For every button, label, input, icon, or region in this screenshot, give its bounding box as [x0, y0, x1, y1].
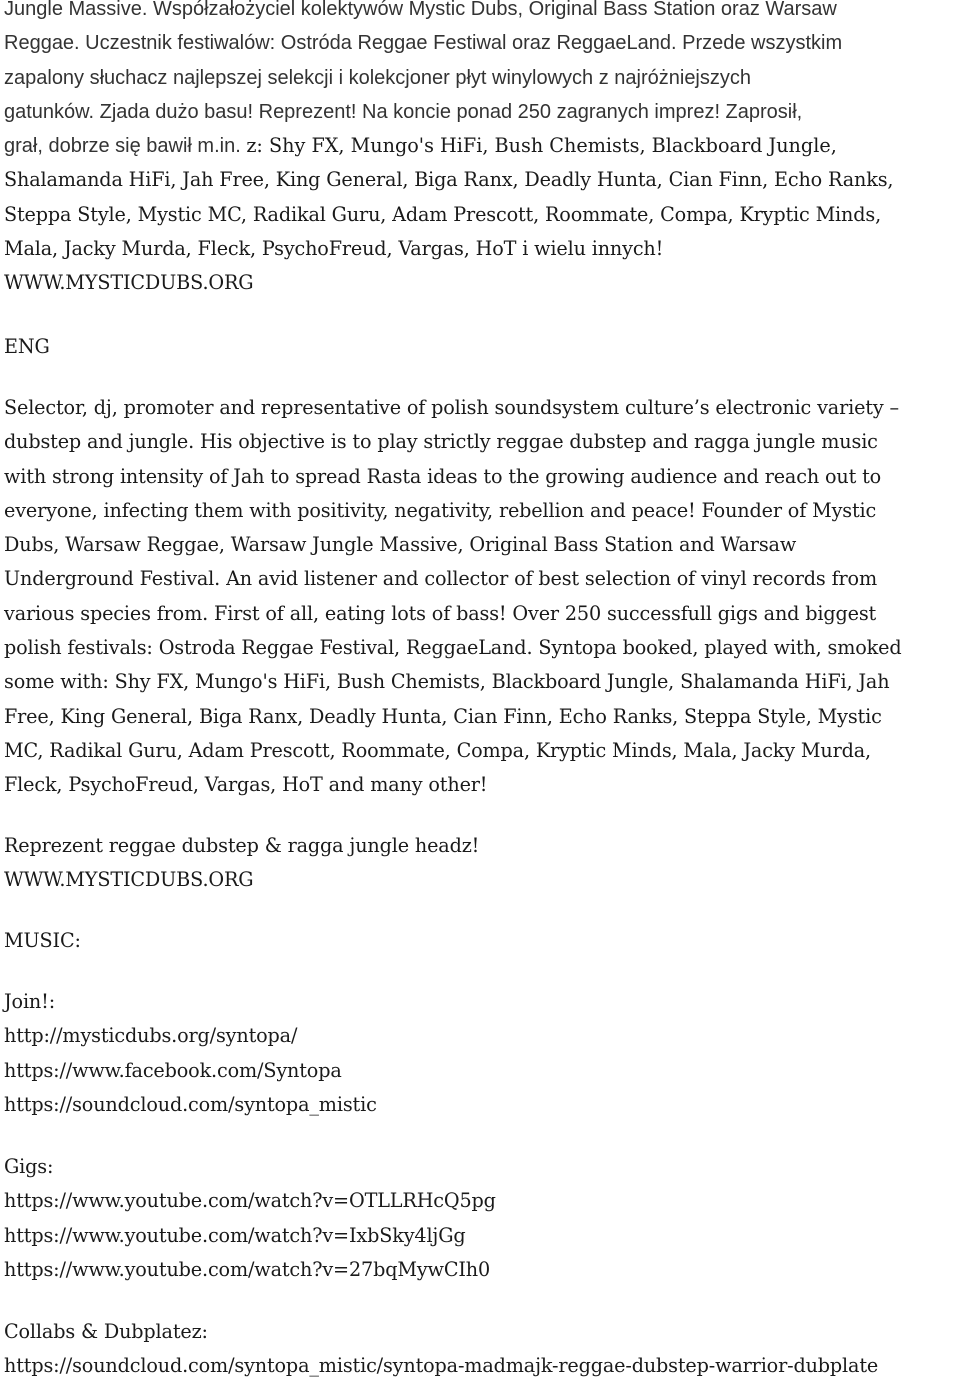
collabs-section [4, 1315, 878, 1384]
text-line: Underground Festival. An avid listener and collector of best selection of vinyl records from [4, 567, 877, 591]
text-line: dubstep and jungle. His objective is to play strictly reggae dubstep and ragga jungle music [4, 430, 878, 454]
text-line: Mala, Jacky Murda, Fleck, PsychoFreud, Vargas, HoT i wielu innych! [4, 237, 664, 261]
reprezent-section [4, 829, 479, 898]
text-line: various species from. First of all, eating lots of bass! Over 250 successfull gigs and biggest [4, 601, 877, 625]
text-line: zapalony słuchacz najlepszej selekcji i kolekcjoner płyt winylowych z najróżniejszych [4, 66, 752, 89]
text-line: some with: Shy FX, Mungo's HiFi, Bush Chemists, Blackboard Jungle, Shalamanda HiFi, Jah [4, 670, 890, 694]
gig-link-youtube[interactable]: https://www.youtube.com/watch?v=IxbSky4ljGg [4, 1223, 466, 1247]
collab-link-soundcloud[interactable]: https://soundcloud.com/syntopa_mistic/syntopa-madmajk-reggae-dubstep-warrior-dubplate [4, 1354, 879, 1378]
section-heading: Gigs: [4, 1155, 54, 1178]
gigs-section [4, 1150, 496, 1287]
text-line: Free, King General, Biga Ranx, Deadly Hunta, Cian Finn, Echo Ranks, Steppa Style, Mystic [4, 704, 882, 728]
text-line: Dubs, Warsaw Reggae, Warsaw Jungle Massive, Original Bass Station and Warsaw [4, 533, 797, 557]
website-text: WWW.MYSTICDUBS.ORG [4, 271, 254, 295]
text-line: Reggae. Uczestnik festiwalów: Ostróda Reggae Festiwal oraz ReggaeLand. Przede wszystkim [4, 32, 843, 55]
section-heading: Join!: [4, 990, 56, 1013]
text-line: Jungle Massive. Współzałożyciel kolektywów Mystic Dubs, Original Bass Station oraz Warsaw [4, 0, 837, 20]
text-line: everyone, infecting them with positivity, negativity, rebellion and peace! Founder of Mystic [4, 498, 877, 522]
polish-bio [4, 0, 893, 301]
text-fragment: grał, dobrze się bawił m.in. [4, 135, 247, 158]
text-line: Selector, dj, promoter and representative of polish soundsystem culture’s electronic variety – [4, 396, 899, 419]
text-line: gatunków. Zjada dużo basu! Reprezent! Na koncie ponad 250 zagranych imprez! Zaprosił, [4, 100, 803, 123]
join-link-soundcloud[interactable]: https://soundcloud.com/syntopa_mistic [4, 1092, 377, 1116]
text-line-mixed [4, 129, 893, 163]
gig-link-youtube[interactable]: https://www.youtube.com/watch?v=OTLLRHcQ5pg [4, 1189, 496, 1213]
text-line: with strong intensity of Jah to spread Rasta ideas to the growing audience and reach out to [4, 464, 882, 488]
text-line: Fleck, PsychoFreud, Vargas, HoT and many other! [4, 773, 488, 797]
english-bio [4, 391, 902, 803]
website-text: WWW.MYSTICDUBS.ORG [4, 868, 254, 892]
text-line: polish festivals: Ostroda Reggae Festival, ReggaeLand. Syntopa booked, played with, smoked [4, 636, 902, 660]
gig-link-youtube[interactable]: https://www.youtube.com/watch?v=27bqMywCIh0 [4, 1257, 491, 1281]
text-line: Shalamanda HiFi, Jah Free, King General, Biga Ranx, Deadly Hunta, Cian Finn, Echo Ranks, [4, 168, 894, 192]
text-line: Steppa Style, Mystic MC, Radikal Guru, Adam Prescott, Roommate, Compa, Kryptic Minds, [4, 202, 882, 226]
text-line: Reprezent reggae dubstep & ragga jungle headz! [4, 834, 480, 857]
section-heading: ENG [4, 335, 50, 358]
music-section [4, 924, 81, 958]
join-link-facebook[interactable]: https://www.facebook.com/Syntopa [4, 1058, 342, 1082]
join-link-mysticdubs[interactable]: http://mysticdubs.org/syntopa/ [4, 1024, 298, 1048]
section-heading: MUSIC: [4, 929, 81, 952]
eng-section [4, 330, 50, 364]
text-line: MC, Radikal Guru, Adam Prescott, Roommate, Compa, Kryptic Minds, Mala, Jacky Murda, [4, 738, 872, 762]
section-heading: Collabs & Dubplatez: [4, 1320, 208, 1343]
text-fragment: z: Shy FX, Mungo's HiFi, Bush Chemists, Blackboard Jungle, [246, 134, 837, 158]
join-section [4, 985, 377, 1122]
